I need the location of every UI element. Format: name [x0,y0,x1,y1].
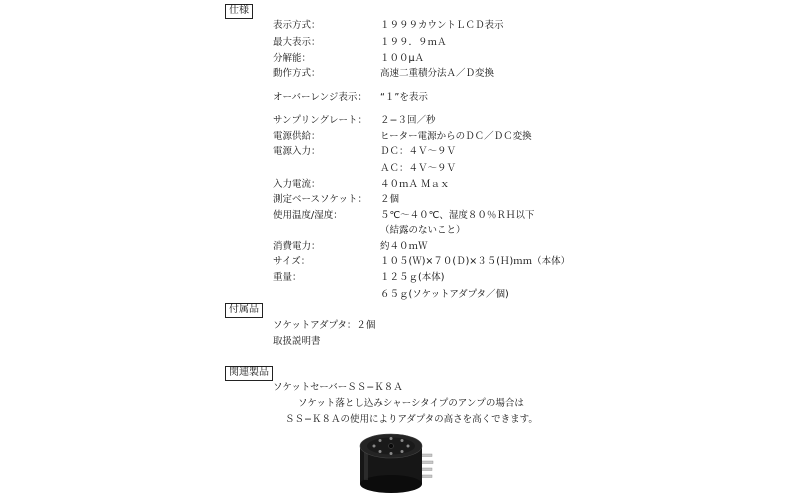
spec-value: “１”を表示 [380,92,428,103]
spec-label: 動作方式： [273,68,321,79]
related-product-desc-line: ソケット落とし込みシャーシタイプのアンプの場合は [298,398,524,409]
related-product-desc-line: ＳＳ−Ｋ８Ａの使用によりアダプタの高さを高くできます。 [285,414,538,425]
spec-value: ５℃〜４０℃、湿度８０％ＲＨ以下 [380,210,535,221]
spec-value: ２個 [380,194,400,205]
accessory-item: ソケットアダプタ：２個 [273,320,376,331]
spec-value: １９９．９ｍＡ [380,37,447,48]
socket-saver-image [352,428,442,495]
spec-label: 最大表示： [273,37,321,48]
spec-value: １２５ｇ(本体) [380,272,445,283]
spec-label: 使用温度/湿度： [273,210,343,221]
spec-value: １９９９カウントＬＣＤ表示 [380,20,504,31]
spec-value: ＤＣ：４Ｖ〜９Ｖ [380,146,457,157]
section-related-heading: 関連製品 [225,366,273,381]
spec-label: 消費電力： [273,241,321,252]
spec-label: 重量： [273,272,302,283]
spec-label: サイズ： [273,256,311,267]
spec-label: 電源入力： [273,146,321,157]
spec-value: １００μＡ [380,53,425,64]
accessory-item: 取扱説明書 [273,336,321,347]
spec-label: 測定ベースソケット： [273,194,367,205]
spec-value: ６５ｇ(ソケットアダプタ／個) [380,289,509,300]
spec-label: 分解能： [273,53,312,64]
spec-label: オーバーレンジ表示： [273,92,367,103]
spec-value: １０５(Ｗ)×７０(Ｄ)×３５(Ｈ)ｍｍ（本体） [380,256,571,267]
spec-value: ヒーター電源からのＤＣ／ＤＣ変換 [380,131,532,142]
spec-value: 約４０ｍＷ [380,241,428,252]
spec-label: 入力電流： [273,179,321,190]
spec-label: サンプリングレート： [273,115,367,126]
spec-label: 表示方式： [273,20,321,31]
related-product-name: ソケットセーバーＳＳ−Ｋ８Ａ [273,382,403,393]
spec-value: ２−３回／秒 [380,115,436,126]
section-spec-heading: 仕様 [225,4,253,19]
section-accessories-heading: 付属品 [225,303,263,318]
spec-label: 電源供給： [273,131,321,142]
spec-value: ＡＣ：４Ｖ〜９Ｖ [380,163,457,174]
spec-value: ４０ｍＡ Ｍａｘ [380,179,450,190]
socket-saver-illustration [352,428,442,495]
spec-value: 高速二重積分法Ａ／Ｄ変換 [380,68,495,79]
spec-value: （結露のないこと） [380,225,466,236]
